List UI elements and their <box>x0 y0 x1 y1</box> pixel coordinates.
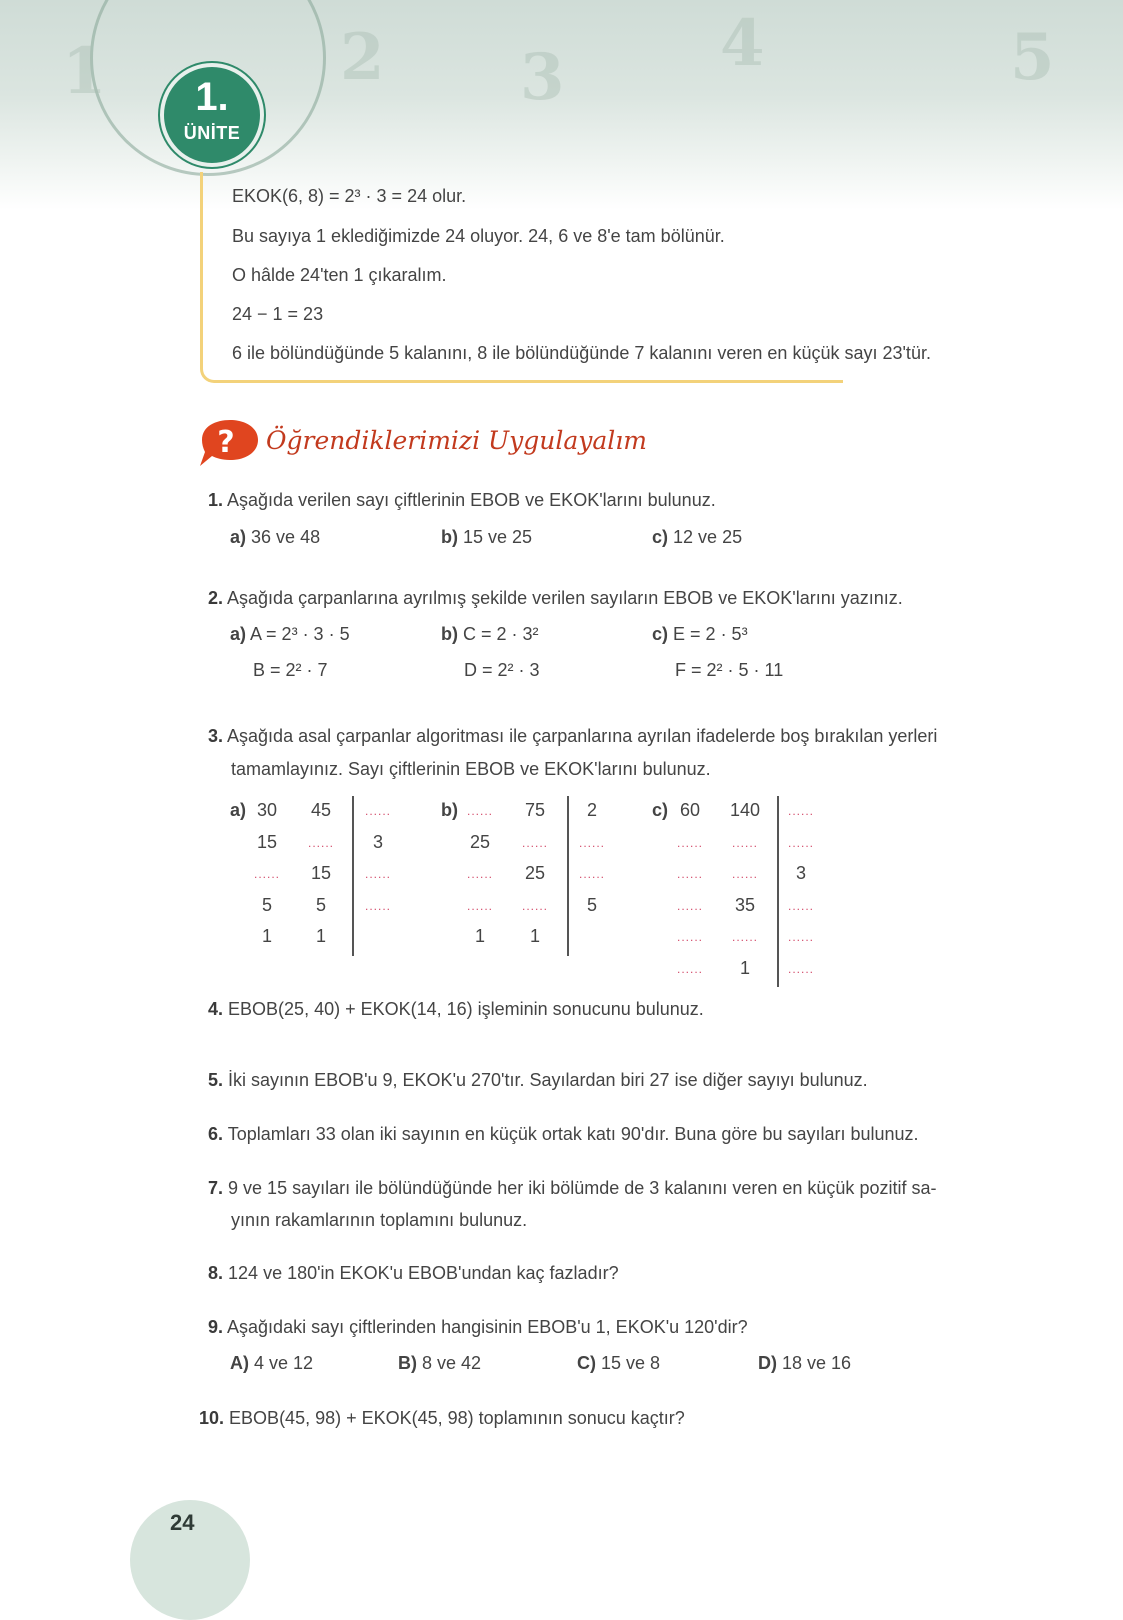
question-text: Aşağıda çarpanlarına ayrılmış şekilde verilen sayıların EBOB ve EKOK'larını yazınız. <box>227 588 903 608</box>
table-divisor: 3 <box>372 831 383 852</box>
background-digit: 4 <box>720 6 765 81</box>
question-3-continuation: tamamlayınız. Sayı çiftlerinin EBOB ve EKOK'larını bulunuz. <box>231 759 711 779</box>
blank-slot: ...... <box>466 804 493 818</box>
blank-slot: ...... <box>466 867 493 881</box>
table-number: 45 <box>310 800 332 820</box>
question-7-continuation: yının rakamlarının toplamını bulunuz. <box>231 1210 528 1230</box>
question-number: 4. <box>208 999 224 1019</box>
question-2 <box>208 588 903 609</box>
q2-option-c-line2: F = 2² · 5 · 11 <box>675 660 784 680</box>
table-number: 25 <box>524 863 546 883</box>
q3-label-b: b) <box>441 800 458 820</box>
unit-label: ÜNİTE <box>183 123 241 143</box>
question-6 <box>208 1124 919 1145</box>
blank-slot: ...... <box>253 867 280 881</box>
blank-slot: ...... <box>676 930 703 944</box>
question-5 <box>208 1070 868 1091</box>
question-bubble-icon <box>196 418 260 468</box>
table-number: 75 <box>524 800 546 820</box>
table-number: 1 <box>739 957 750 978</box>
q3-label-a: a) <box>230 800 247 820</box>
solution-line: 6 ile bölündüğünde 5 kalanını, 8 ile bölündüğünde 7 kalanını veren en küçük sayı 23'tür. <box>232 343 931 363</box>
table-number: 60 <box>679 800 701 820</box>
background-digit: 3 <box>520 40 565 115</box>
blank-slot: ...... <box>787 930 814 944</box>
table-number: 30 <box>256 800 278 820</box>
division-line <box>567 796 569 956</box>
question-4 <box>208 999 704 1020</box>
blank-slot: ...... <box>731 867 758 881</box>
division-line <box>352 796 354 956</box>
table-divisor: 3 <box>795 863 806 883</box>
question-8 <box>208 1263 619 1284</box>
question-text: 9 ve 15 sayıları ile bölündüğünde her iki bölümde de 3 kalanını veren en küçük pozitif sa- <box>228 1178 937 1198</box>
q1-option-c: c) 12 ve 25 <box>652 527 743 547</box>
q2-option-a-line2: B = 2² · 7 <box>253 660 328 680</box>
blank-slot: ...... <box>578 867 605 881</box>
table-number: 1 <box>529 926 540 946</box>
table-number: 1 <box>315 926 326 946</box>
table-divisor: 5 <box>586 894 597 915</box>
solution-line: 24 − 1 = 23 <box>232 304 324 324</box>
background-digit: 2 <box>340 20 385 95</box>
blank-slot: ...... <box>787 898 814 913</box>
q2-option-a-line1: a) A = 2³ · 3 · 5 <box>230 624 350 644</box>
blank-slot: ...... <box>578 835 605 850</box>
background-digit: 5 <box>1010 20 1055 95</box>
blank-slot: ...... <box>521 898 548 913</box>
question-3 <box>208 726 937 747</box>
question-text: Aşağıda asal çarpanlar algoritması ile çarpanlarına ayrılan ifadelerde boş bırakılan yerleri <box>227 726 938 746</box>
question-text: EBOB(25, 40) + EKOK(14, 16) işleminin sonucunu bulunuz. <box>228 999 704 1019</box>
q9-option-a: A) 4 ve 12 <box>230 1353 314 1373</box>
blank-slot: ...... <box>466 898 493 913</box>
blank-slot: ...... <box>676 867 703 881</box>
blank-slot: ...... <box>307 835 334 850</box>
table-number: 25 <box>469 831 491 852</box>
question-10 <box>199 1408 685 1429</box>
question-9 <box>208 1317 748 1338</box>
table-number: 35 <box>734 894 756 915</box>
unit-badge <box>160 63 264 167</box>
division-line <box>777 796 779 987</box>
question-mark-glyph: ? <box>217 425 235 460</box>
table-divisor: 2 <box>586 800 597 820</box>
background-digit: 1 <box>62 34 107 109</box>
question-number: 1. <box>208 490 224 510</box>
q2-option-b-line2: D = 2² · 3 <box>464 660 540 680</box>
question-number: 7. <box>208 1178 224 1198</box>
blank-slot: ...... <box>364 867 391 881</box>
blank-slot: ...... <box>521 835 548 850</box>
q3-label-c: c) <box>652 800 669 820</box>
solution-line: EKOK(6, 8) = 2³ · 3 = 24 olur. <box>232 186 467 206</box>
table-number: 1 <box>261 926 272 946</box>
q9-option-c: C) 15 ve 8 <box>577 1353 661 1373</box>
table-number: 5 <box>261 894 272 915</box>
blank-slot: ...... <box>787 804 814 818</box>
page-number: 24 <box>170 1510 195 1535</box>
question-text: Aşağıda verilen sayı çiftlerinin EBOB ve EKOK'larını bulunuz. <box>227 490 716 510</box>
section-title: Öğrendiklerimizi Uygulayalım <box>266 426 647 455</box>
solution-line: O hâlde 24'ten 1 çıkaralım. <box>232 265 447 285</box>
question-text: İki sayının EBOB'u 9, EKOK'u 270'tır. Sayılardan biri 27 ise diğer sayıyı bulunuz. <box>228 1070 868 1090</box>
q1-option-a: a) 36 ve 48 <box>230 527 321 547</box>
blank-slot: ...... <box>676 961 703 976</box>
question-text: 124 ve 180'in EKOK'u EBOB'undan kaç fazladır? <box>228 1263 619 1283</box>
question-number: 5. <box>208 1070 224 1090</box>
question-number: 9. <box>208 1317 224 1337</box>
table-number: 15 <box>256 831 278 852</box>
question-7 <box>208 1178 936 1199</box>
q1-option-b: b) 15 ve 25 <box>441 527 533 547</box>
question-text: Aşağıdaki sayı çiftlerinden hangisinin EBOB'u 1, EKOK'u 120'dir? <box>227 1317 748 1337</box>
question-number: 8. <box>208 1263 224 1283</box>
q9-option-d: D) 18 ve 16 <box>758 1353 852 1373</box>
question-text: Toplamları 33 olan iki sayının en küçük ortak katı 90'dır. Buna göre bu sayıları bulunuz. <box>227 1124 919 1144</box>
unit-number: 1. <box>195 75 229 119</box>
blank-slot: ...... <box>676 835 703 850</box>
blank-slot: ...... <box>364 804 391 818</box>
q2-option-b-line1: b) C = 2 · 3² <box>441 624 539 644</box>
question-text: EBOB(45, 98) + EKOK(45, 98) toplamının sonucu kaçtır? <box>229 1408 685 1428</box>
question-1 <box>208 490 716 511</box>
table-number: 15 <box>310 863 332 883</box>
blank-slot: ...... <box>364 898 391 913</box>
question-number: 6. <box>208 1124 224 1144</box>
table-number: 1 <box>474 926 485 946</box>
question-number: 10. <box>199 1408 225 1428</box>
q9-option-b: B) 8 ve 42 <box>398 1353 482 1373</box>
blank-slot: ...... <box>731 835 758 850</box>
blank-slot: ...... <box>731 930 758 944</box>
blank-slot: ...... <box>787 835 814 850</box>
solution-line: Bu sayıya 1 eklediğimizde 24 oluyor. 24, 6 ve 8'e tam bölünür. <box>232 226 725 246</box>
question-number: 2. <box>208 588 224 608</box>
blank-slot: ...... <box>787 961 814 976</box>
q2-option-c-line1: c) E = 2 · 5³ <box>652 624 748 644</box>
table-number: 5 <box>315 894 326 915</box>
blank-slot: ...... <box>676 898 703 913</box>
question-number: 3. <box>208 726 224 746</box>
table-number: 140 <box>729 800 761 820</box>
